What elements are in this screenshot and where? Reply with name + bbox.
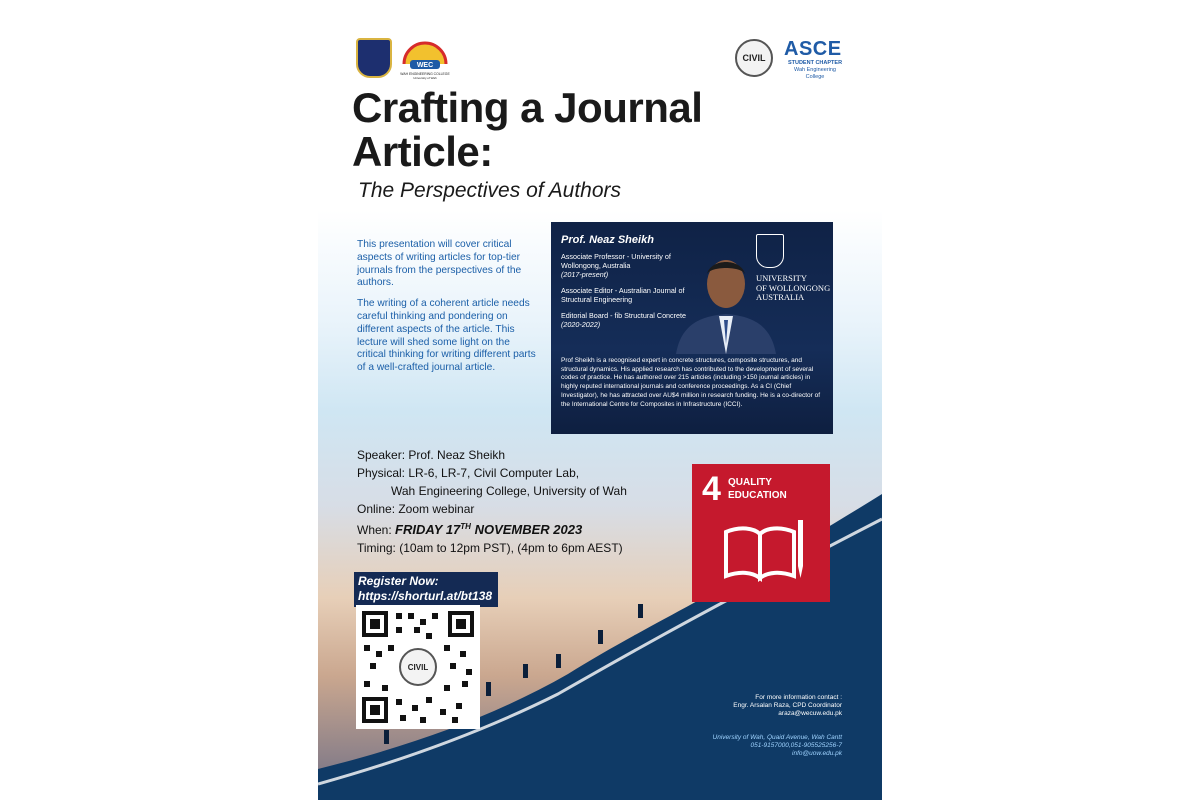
event-timing: Timing: (10am to 12pm PST), (4pm to 6pm AEST)	[357, 541, 623, 555]
qr-center-logo-text: CIVIL	[407, 663, 429, 672]
role-3-years: (2020-2022)	[561, 320, 601, 329]
register-label: Register Now:	[358, 574, 439, 588]
event-speaker: Speaker: Prof. Neaz Sheikh	[357, 448, 506, 462]
when-date-b: NOVEMBER 2023	[470, 522, 583, 537]
wec-caption: WAH ENGINEERING COLLEGE	[400, 72, 450, 76]
address-email[interactable]: info@uow.edu.pk	[792, 750, 842, 757]
role-1-years: (2017-present)	[561, 270, 609, 279]
when-date-a: FRIDAY 17	[395, 522, 461, 537]
event-when	[357, 518, 627, 539]
address-phone: 051-9157000,051-905525256-7	[750, 742, 842, 749]
qr-code[interactable]	[356, 605, 480, 729]
title-line-2: Article:	[352, 128, 493, 175]
sdg-label	[728, 476, 787, 502]
speaker-roles	[561, 252, 691, 336]
civil-logo	[734, 38, 774, 78]
role-2: Associate Editor - Australian Journal of Structural Engineering	[561, 286, 685, 304]
address-info	[713, 734, 842, 758]
contact-info	[733, 694, 842, 718]
asce-sub-line2: Wah Engineering College	[794, 67, 836, 80]
wec-caption-sub: University of Wah	[413, 76, 437, 80]
event-online: Online: Zoom webinar	[357, 502, 475, 516]
role-1: Associate Professor - University of Wollongong, Australia	[561, 252, 671, 270]
register-banner	[354, 572, 498, 607]
asce-subtitle	[784, 60, 846, 81]
register-link[interactable]: https://shorturl.at/bt138	[358, 589, 493, 603]
uow-logo	[756, 234, 832, 303]
intro-text	[357, 239, 537, 383]
role-3: Editorial Board - fib Structural Concrete	[561, 311, 687, 320]
sdg-quality-education-tile	[692, 464, 830, 602]
poster-subtitle: The Perspectives of Authors	[358, 179, 622, 202]
wec-logo-text: WEC	[416, 62, 434, 69]
contact-line-1: For more information contact :	[755, 694, 842, 701]
contact-line-2: Engr. Arsalan Raza, CPD Coordinator	[733, 702, 842, 709]
civil-logo-text: CIVIL	[742, 53, 766, 63]
sdg-number: 4	[702, 470, 721, 508]
event-venue: Physical: LR-6, LR-7, Civil Computer Lab,	[357, 466, 580, 480]
book-pencil-icon	[720, 516, 806, 586]
university-crest-logo	[356, 38, 392, 78]
event-venue-line-2: Wah Engineering College, University of Wah	[391, 484, 627, 498]
asce-logo-text: ASCE	[784, 38, 842, 60]
uow-line-1: UNIVERSITY	[756, 273, 807, 283]
intro-paragraph-2: The writing of a coherent article needs careful thinking and pondering on different aspects of the article. This lecture will shed some light on the critical thinking for writing different parts of a well-crafted journal article.	[357, 298, 536, 374]
intro-paragraph-1: This presentation will cover critical aspects of writing articles for top-tier journals from the perspectives of the authors.	[357, 239, 522, 289]
wec-logo	[400, 38, 450, 82]
sdg-label-1: QUALITY	[728, 477, 772, 488]
asce-sub-line1: STUDENT CHAPTER	[787, 60, 843, 66]
event-poster	[318, 24, 882, 800]
title-line-1: Crafting a Journal	[352, 84, 703, 131]
contact-email[interactable]: araza@wecuw.edu.pk	[778, 710, 842, 717]
event-details	[357, 446, 627, 557]
when-label: When:	[357, 523, 396, 537]
poster-title	[352, 86, 872, 174]
sdg-label-2: EDUCATION	[728, 490, 787, 501]
address-line-1: University of Wah, Quaid Avenue, Wah Cantt	[712, 734, 842, 741]
uow-line-3: AUSTRALIA	[756, 292, 805, 302]
speaker-card	[551, 222, 833, 434]
speaker-name: Prof. Neaz Sheikh	[561, 234, 654, 246]
speaker-bio: Prof Sheikh is a recognised expert in concrete structures, composite structures, and structural dynamics. His applied research has contributed to the development of several codes of practice. He has authored over 215 articles (including >150 journal articles) in highly reputed international journals and conference proceedings. As a CI (Chief Investigator), he has attracted over AU$4 million in research funding. He is a co-director of the International Centre for Composites in Infrastructure (ICCI).	[561, 357, 821, 408]
when-date-sup: TH	[460, 522, 471, 531]
uow-crest-icon	[756, 234, 784, 268]
uow-line-2: OF WOLLONGONG	[756, 282, 831, 293]
